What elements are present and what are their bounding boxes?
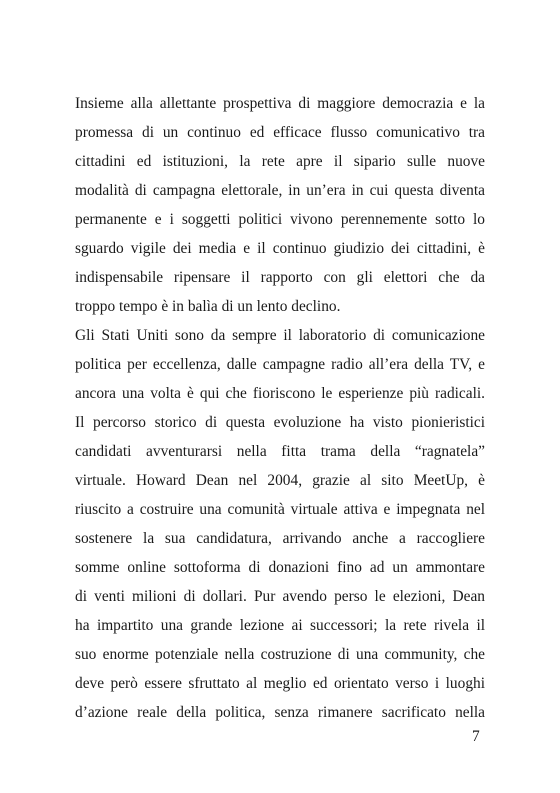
text-line: suo enorme potenziale nella costruzione di una community, che [75, 646, 485, 663]
text-line: di venti milioni di dollari. Pur avendo perso le elezioni, Dean [75, 588, 485, 605]
text-line: promessa di un continuo ed efficace flusso comunicativo tra [75, 124, 485, 141]
text-line: ha impartito una grande lezione ai successori; la rete rivela il [75, 617, 485, 634]
text-line: virtuale. Howard Dean nel 2004, grazie al sito MeetUp, è [75, 472, 485, 489]
page-number: 7 [472, 728, 480, 745]
text-line: modalità di campagna elettorale, in un’era in cui questa diventa [75, 182, 485, 199]
text-line: Il percorso storico di questa evoluzione ha visto pionieristici [75, 414, 485, 431]
text-line: troppo tempo è in balìa di un lento declino. [75, 298, 341, 315]
text-line: sostenere la sua candidatura, arrivando anche a raccogliere [75, 530, 485, 547]
text-line: politica per eccellenza, dalle campagne radio all’era della TV, e [75, 356, 485, 373]
text-line: riuscito a costruire una comunità virtuale attiva e impegnata nel [75, 501, 485, 518]
text-line: candidati avventurarsi nella fitta trama della “ragnatela” [75, 443, 485, 460]
text-line: d’azione reale della politica, senza rimanere sacrificato nella [75, 704, 485, 721]
text-line: Insieme alla allettante prospettiva di maggiore democrazia e la [75, 95, 485, 112]
body-text [75, 89, 485, 727]
text-line: permanente e i soggetti politici vivono perennemente sotto lo [75, 211, 485, 228]
text-line: ancora una volta è qui che fioriscono le esperienze più radicali. [75, 385, 485, 402]
text-line: sguardo vigile dei media e il continuo giudizio dei cittadini, è [75, 240, 485, 257]
text-line: Gli Stati Uniti sono da sempre il laboratorio di comunicazione [75, 327, 485, 344]
text-line: cittadini ed istituzioni, la rete apre il sipario sulle nuove [75, 153, 485, 170]
text-line: indispensabile ripensare il rapporto con gli elettori che da [75, 269, 485, 286]
text-line: somme online sottoforma di donazioni fino ad un ammontare [75, 559, 485, 576]
text-line: deve però essere sfruttato al meglio ed orientato verso i luoghi [75, 675, 485, 692]
